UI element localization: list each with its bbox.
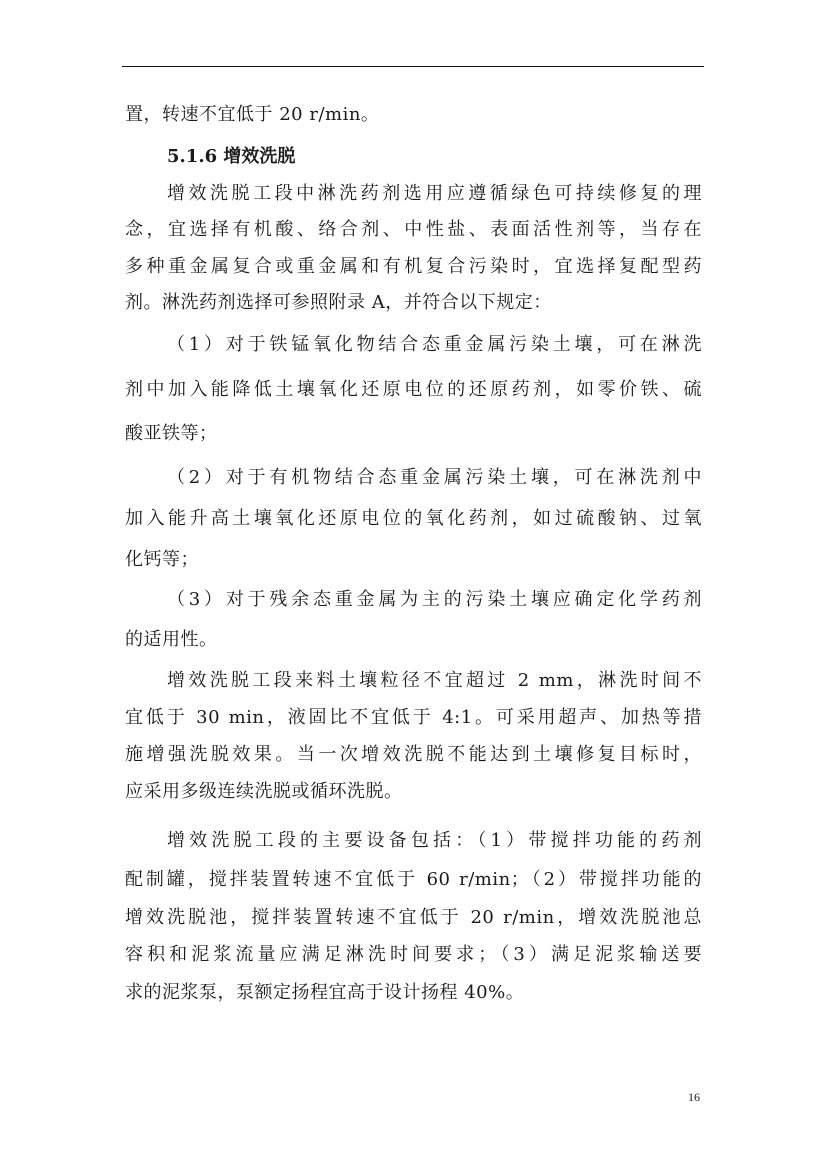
paragraph-line: 化钙等； bbox=[125, 549, 199, 570]
section-heading: 5.1.6 增效洗脱 bbox=[167, 146, 296, 167]
paragraph-line: （2）对于有机物结合态重金属污染土壤，可在淋洗剂中 bbox=[167, 467, 702, 488]
paragraph-line: 配制罐，搅拌装置转速不宜低于 60 r/min；（2）带搅拌功能的 bbox=[125, 869, 702, 890]
paragraph-line: 增效洗脱工段来料土壤粒径不宜超过 2 mm，淋洗时间不 bbox=[167, 670, 702, 691]
paragraph-line: （3）对于残余态重金属为主的污染土壤应确定化学药剂 bbox=[167, 589, 702, 610]
paragraph-line: 施增强洗脱效果。当一次增效洗脱不能达到土壤修复目标时， bbox=[125, 744, 702, 765]
paragraph-line: 增效洗脱池，搅拌装置转速不宜低于 20 r/min，增效洗脱池总 bbox=[125, 907, 702, 928]
paragraph-line: （1）对于铁锰氧化物结合态重金属污染土壤，可在淋洗 bbox=[167, 334, 702, 355]
paragraph-line: 增效洗脱工段的主要设备包括：（1）带搅拌功能的药剂 bbox=[167, 830, 702, 851]
page-number: 16 bbox=[688, 1090, 700, 1104]
paragraph-line: 应采用多级连续洗脱或循环洗脱。 bbox=[125, 781, 403, 802]
paragraph-line: 的适用性。 bbox=[125, 629, 218, 650]
paragraph-line: 增效洗脱工段中淋洗药剂选用应遵循绿色可持续修复的理 bbox=[167, 183, 702, 204]
paragraph-line: 念，宜选择有机酸、络合剂、中性盐、表面活性剂等，当存在 bbox=[125, 219, 702, 240]
continuation-line: 置，转速不宜低于 20 r/min。 bbox=[125, 104, 380, 125]
paragraph-line: 多种重金属复合或重金属和有机复合污染时，宜选择复配型药 bbox=[125, 256, 702, 277]
paragraph-line: 剂中加入能降低土壤氧化还原电位的还原药剂，如零价铁、硫 bbox=[125, 379, 702, 400]
header-rule bbox=[122, 66, 704, 67]
paragraph-line: 容积和泥浆流量应满足淋洗时间要求；（3）满足泥浆输送要 bbox=[125, 944, 702, 965]
paragraph-line: 宜低于 30 min，液固比不宜低于 4:1。可采用超声、加热等措 bbox=[125, 707, 702, 728]
paragraph-line: 酸亚铁等； bbox=[125, 423, 218, 444]
paragraph-line: 加入能升高土壤氧化还原电位的氧化药剂，如过硫酸钠、过氧 bbox=[125, 508, 702, 529]
paragraph-line: 求的泥浆泵，泵额定扬程宜高于设计扬程 40%。 bbox=[125, 982, 525, 1003]
paragraph-line: 剂。淋洗药剂选择可参照附录 A，并符合以下规定： bbox=[125, 292, 552, 313]
